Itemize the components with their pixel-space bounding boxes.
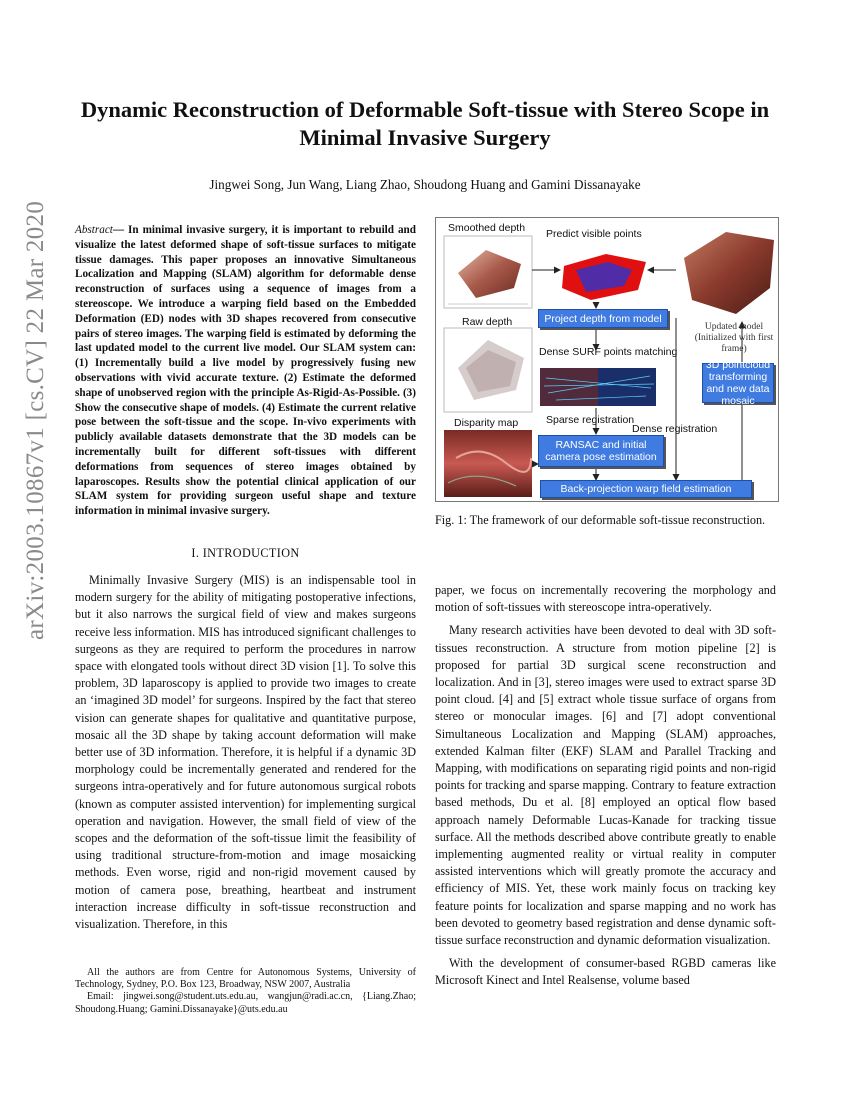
- dense-surf-matching-image: [540, 368, 656, 406]
- abstract-text: — In minimal invasive surgery, it is important to rebuild and visualize the latest deformed shape of soft-tissue surfaces to mitigate tissue damages. This paper proposes an innovative Simultaneous Localization and Mapping (SLAM) algorithm for deformable dense reconstruction of surfaces using a sequence of images from a stereoscope. We introduce a warping field based on the Embedded Deformation (ED) nodes with 3D shapes recovered from consecutive pairs of stereo images. The warping field is estimated by deforming the last updated model to the current live model. Our SLAM system can: (1) Incrementally build a live model by progressively fusing new observations with vivid accurate texture. (2) Estimate the deformed shape of unobserved region with the principle As-Rigid-As-Possible. (3) Show the consecutive shape of models. (4) Estimate the current relative pose between the soft-tissue and the scope. In-vivo experiments with publicly available datasets demonstrate that the 3D models can be incrementally built for different soft-tissues with different deformations from sequences of stereo images obtained by laparoscopes. Results show the potential clinical application of our SLAM system for providing surgeon useful shape and texture information in minimal invasive surgery.: [75, 224, 416, 518]
- intro-right-column: [435, 582, 776, 990]
- intro-right-paragraph-3: With the development of consumer-based RGBD cameras like Microsoft Kinect and Intel Realsense, volume based: [435, 956, 776, 988]
- raw-depth-plot: [444, 328, 532, 412]
- intro-right-paragraph-1: paper, we focus on incrementally recovering the morphology and motion of soft-tissues with stereoscope intra-operatively.: [435, 583, 776, 615]
- box-project-depth: Project depth from model: [538, 309, 668, 328]
- intro-right-paragraph-2: Many research activities have been devoted to deal with 3D soft-tissues reconstruction. A structure from motion pipeline [2] is proposed for partial 3D surgical scene reconstruction and localization. And in [3], stereo images were used to extract sparse 3D point cloud. [4] and [5] extract whole tissue surface of organs from stereo or monocular images. [6] and [7] adopt conventional Simultaneous Localization and Mapping (SLAM) approaches, extended Kalman filter (EKF) SLAM and Parallel Tracking and Mapping, with modifications on separating rigid points and non-rigid points for tracking and sparse mapping. Contrary to feature extraction based methods, Du et al. [8] employed an optical flow based approach namely Deformable Lucas-Kanade for tracking tissue surface. All the methods described above contribute greatly to enable implementing augmented reality or virtual reality in computer assisted interventions which will greatly promote the accuracy and efficiency of MIS. Yet, these work mainly focus on tracking key feature points for localization and sparse mapping and no work has been devoted to geometry based registration and dense dynamic soft-tissue surface reconstruction and dynamic deformation visualization.: [435, 623, 776, 948]
- label-dense-surf-matching: Dense SURF points matching: [539, 346, 678, 358]
- framework-figure: [435, 217, 779, 502]
- updated-model-render: [684, 232, 774, 314]
- section-heading-introduction: I. INTRODUCTION: [191, 546, 300, 560]
- abstract-lead: Abstract: [75, 224, 113, 236]
- box-ransac: RANSAC and initial camera pose estimation: [538, 435, 664, 467]
- abstract: [75, 223, 416, 519]
- label-predict-visible-points: Predict visible points: [546, 228, 642, 240]
- label-raw-depth: Raw depth: [462, 316, 513, 328]
- footnote: [75, 967, 416, 1016]
- box-pointcloud-mosaic: 3D pointcloud transforming and new data mosaic: [702, 363, 774, 403]
- smoothed-depth-plot: [444, 236, 532, 308]
- arxiv-sidebar-stamp: arXiv:2003.10867v1 [cs.CV] 22 Mar 2020: [22, 200, 49, 640]
- title-line-2: Minimal Invasive Surgery: [299, 125, 551, 150]
- figure-caption: Fig. 1: The framework of our deformable soft-tissue reconstruction.: [435, 513, 766, 527]
- label-smoothed-depth: Smoothed depth: [448, 222, 526, 234]
- footnote-affiliation: All the authors are from Centre for Autonomous Systems, University of Technology, Sydney, P.O. Box 123, Broadway, NSW 2007, Australia: [75, 967, 416, 991]
- paper-title: [60, 96, 790, 152]
- title-line-1: Dynamic Reconstruction of Deformable Soft-tissue with Stereo Scope in: [80, 97, 770, 122]
- label-dense-registration: Dense registration: [632, 423, 718, 435]
- intro-paragraph-1: Minimally Invasive Surgery (MIS) is an indispensable tool in modern surgery for the ability of mitigating postoperative infections, but it also narrows the surgical field of view and makes surgeons receive less information. MIS has introduced significant challenges to surgeons as they are required to perform the procedures in narrow space with elongated tools without direct 3D vision [1]. To solve this problem, 3D laparoscopy is applied to provide two images to create an ‘imagined 3D model’ for surgeons. Inspired by the fact that stereo vision can generate shapes for qualitative and quantitative purpose, mosaic all the 3D shape by taking account deformation will make better use of 3D information. Therefore, it is helpful if a dynamic 3D morphology could be incrementally generated and rendered for the surgeons intra-operatively and for future autonomous surgical robots (known as computer assisted intervention) for implementing surgical operation and navigation. However, the small field of view of the scopes and the deformation of the soft-tissue limit the feasibility of using traditional structure-from-motion and image mosaicking methods. Even worse, rigid and non-rigid movement caused by motion of camera pose, breathing, heartbeat and instrument interaction increase difficulty in soft-tissue reconstruction and visualization. Therefore, in this: [75, 573, 416, 932]
- author-list: Jingwei Song, Jun Wang, Liang Zhao, Shoudong Huang and Gamini Dissanayake: [209, 177, 641, 192]
- label-updated-model: Updated model (Initialized with first frame): [694, 322, 774, 354]
- box-backprojection: Back-projection warp field estimation: [540, 480, 752, 498]
- footnote-email: Email: jingwei.song@student.uts.edu.au, wangjun@radi.ac.cn, {Liang.Zhao; Shoudong.Huang; Gamini.Dissanayake}@uts.edu.au: [75, 991, 416, 1015]
- intro-left-column: [75, 572, 416, 933]
- predict-visible-points-plot: [562, 254, 646, 300]
- disparity-map-image: [444, 430, 532, 497]
- label-sparse-registration: Sparse registration: [546, 414, 635, 426]
- label-disparity-map: Disparity map: [454, 417, 519, 429]
